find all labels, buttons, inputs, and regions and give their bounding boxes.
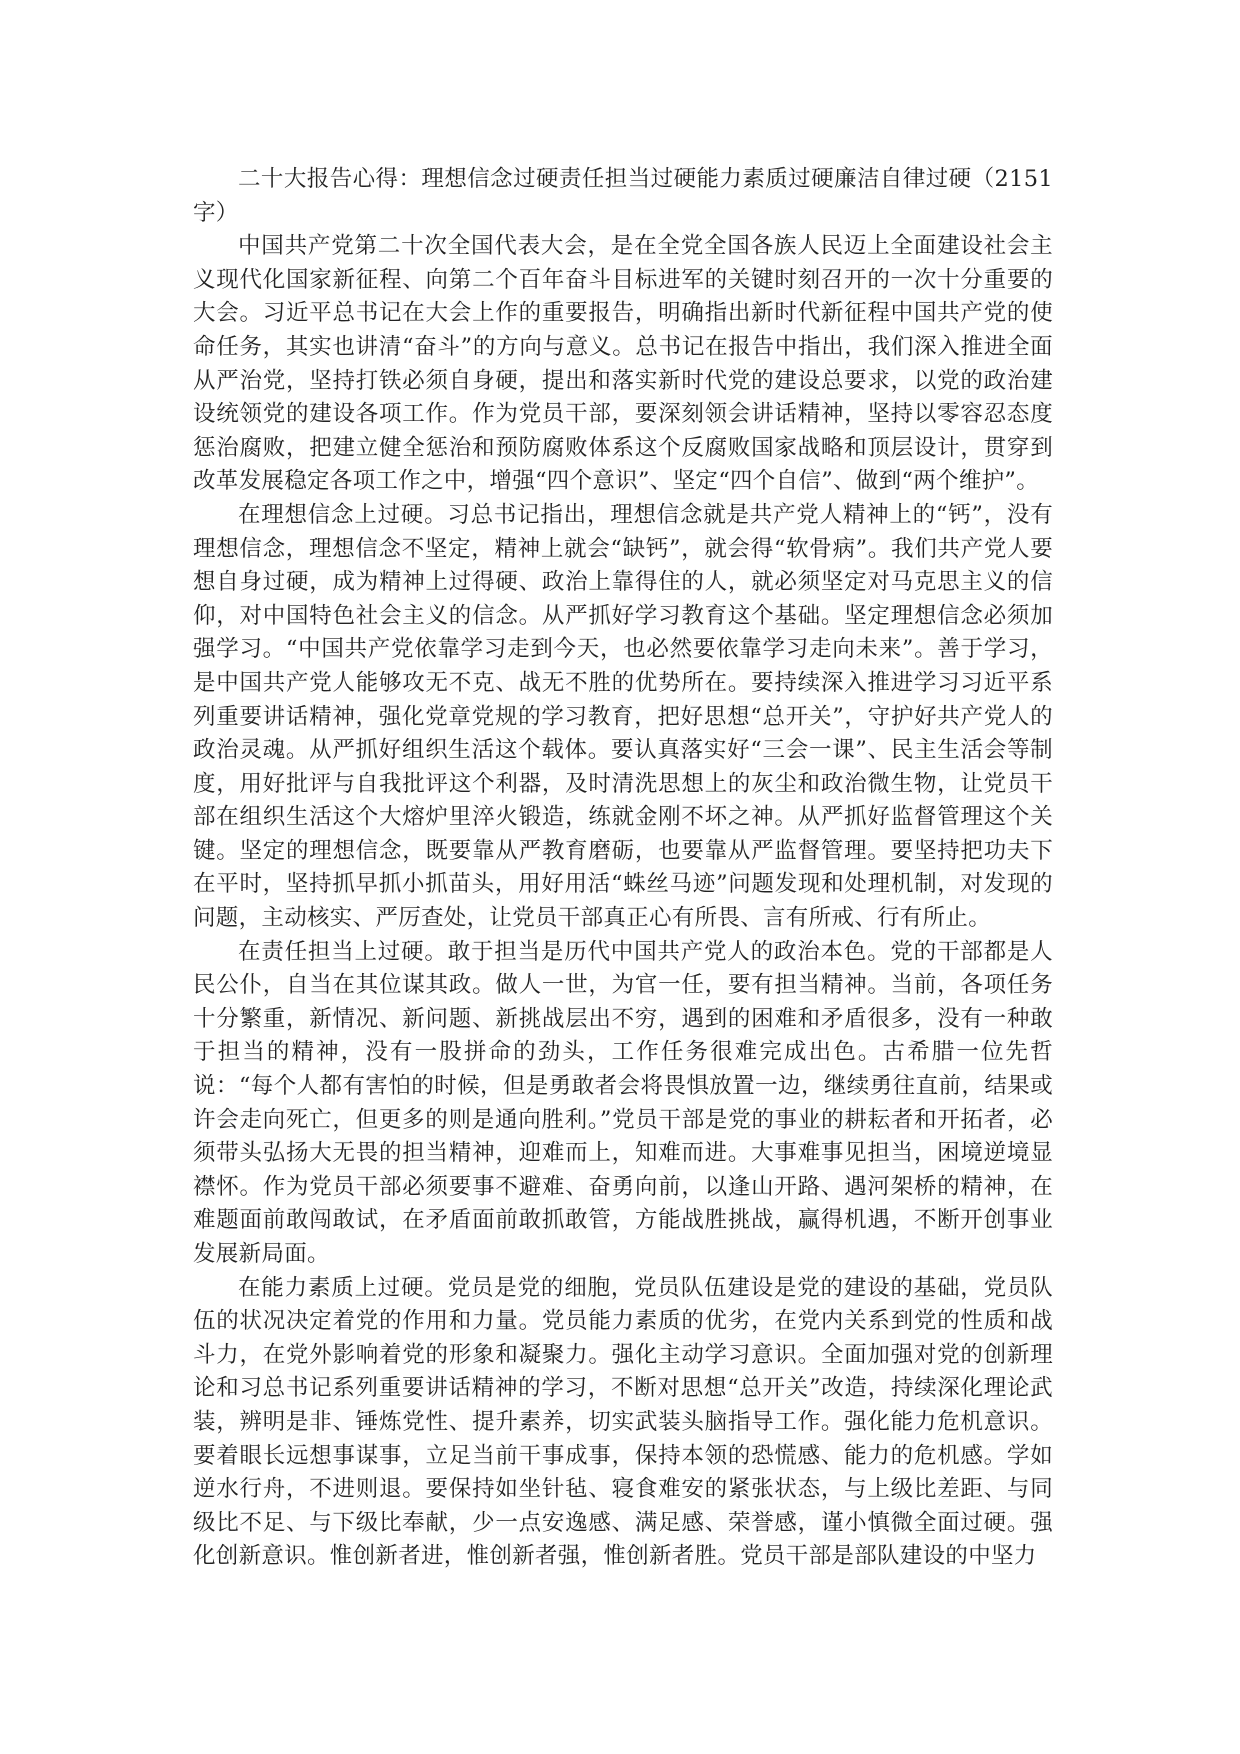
paragraph-ideals-beliefs: 在理想信念上过硬。习总书记指出，理想信念就是共产党人精神上的“钙”，没有理想信念，理想信念不坚定，精神上就会“缺钙”，就会得“软骨病”。我们共产党人要想自身过硬，成为精神上过得硬、政治上靠得住的人，就必须坚定对马克思主义的信仰，对中国特色社会主义的信念。从严抓好学习教育这个基础。坚定理想信念必须加强学习。“中国共产党依靠学习走到今天，也必然要依靠学习走向未来”。善于学习，是中国共产党人能够攻无不克、战无不胜的优势所在。要持续深入推进学习习近平系列重要讲话精神，强化党章党规的学习教育，把好思想“总开关”，守护好共产党人的政治灵魂。从严抓好组织生活这个载体。要认真落实好“三会一课”、民主生活会等制度，用好批评与自我批评这个利器，及时清洗思想上的灰尘和政治微生物，让党员干部在组织生活这个大熔炉里淬火锻造，练就金刚不坏之神。从严抓好监督管理这个关键。坚定的理想信念，既要靠从严教育磨砺，也要靠从严监督管理。要坚持把功夫下在平时，坚持抓早抓小抓苗头，用好用活“蛛丝马迹”问题发现和处理机制，对发现的问题，主动核实、严厉查处，让党员干部真正心有所畏、言有所戒、行有所止。 [193, 501, 1053, 932]
paragraph-intro: 中国共产党第二十次全国代表大会，是在全党全国各族人民迈上全面建设社会主义现代化国家新征程、向第二个百年奋斗目标进军的关键时刻召开的一次十分重要的大会。习近平总书记在大会上作的重要报告，明确指出新时代新征程中国共产党的使命任务，其实也讲清“奋斗”的方向与意义。总书记在报告中指出，我们深入推进全面从严治党，坚持打铁必须自身硬，提出和落实新时代党的建设总要求，以党的政治建设统领党的建设各项工作。作为党员干部，要深刻领会讲话精神，坚持以零容忍态度惩治腐败，把建立健全惩治和预防腐败体系这个反腐败国家战略和顶层设计，贯穿到改革发展稳定各项工作之中，增强“四个意识”、坚定“四个自信”、做到“两个维护”。 [193, 233, 1053, 495]
document-body [193, 163, 1053, 1574]
document-title: 二十大报告心得：理想信念过硬责任担当过硬能力素质过硬廉洁自律过硬（2151字） [193, 166, 1053, 226]
paragraph-ability-quality: 在能力素质上过硬。党员是党的细胞，党员队伍建设是党的建设的基础，党员队伍的状况决定着党的作用和力量。党员能力素质的优劣，在党内关系到党的性质和战斗力，在党外影响着党的形象和凝聚力。强化主动学习意识。全面加强对党的创新理论和习总书记系列重要讲话精神的学习，不断对思想“总开关”改造，持续深化理论武装，辨明是非、锤炼党性、提升素养，切实武装头脑指导工作。强化能力危机意识。要着眼长远想事谋事，立足当前干事成事，保持本领的恐慌感、能力的危机感。学如逆水行舟，不进则退。要保持如坐针毡、寝食难安的紧张状态，与上级比差距、与同级比不足、与下级比奉献，少一点安逸感、满足感、荣誉感，谨小慎微全面过硬。强化创新意识。惟创新者进，惟创新者强，惟创新者胜。党员干部是部队建设的中坚力 [193, 1274, 1053, 1570]
paragraph-responsibility: 在责任担当上过硬。敢于担当是历代中国共产党人的政治本色。党的干部都是人民公仆，自当在其位谋其政。做人一世，为官一任，要有担当精神。当前，各项任务十分繁重，新情况、新问题、新挑战层出不穷，遇到的困难和矛盾很多，没有一种敢于担当的精神，没有一股拼命的劲头，工作任务很难完成出色。古希腊一位先哲说：“每个人都有害怕的时候，但是勇敢者会将畏惧放置一边，继续勇往直前，结果或许会走向死亡，但更多的则是通向胜利。”党员干部是党的事业的耕耘者和开拓者，必须带头弘扬大无畏的担当精神，迎难而上，知难而进。大事难事见担当，困境逆境显襟怀。作为党员干部必须要事不避难、奋勇向前，以逢山开路、遇河架桥的精神，在难题面前敢闯敢试，在矛盾面前敢抓敢管，方能战胜挑战，赢得机遇，不断开创事业发展新局面。 [193, 938, 1053, 1267]
